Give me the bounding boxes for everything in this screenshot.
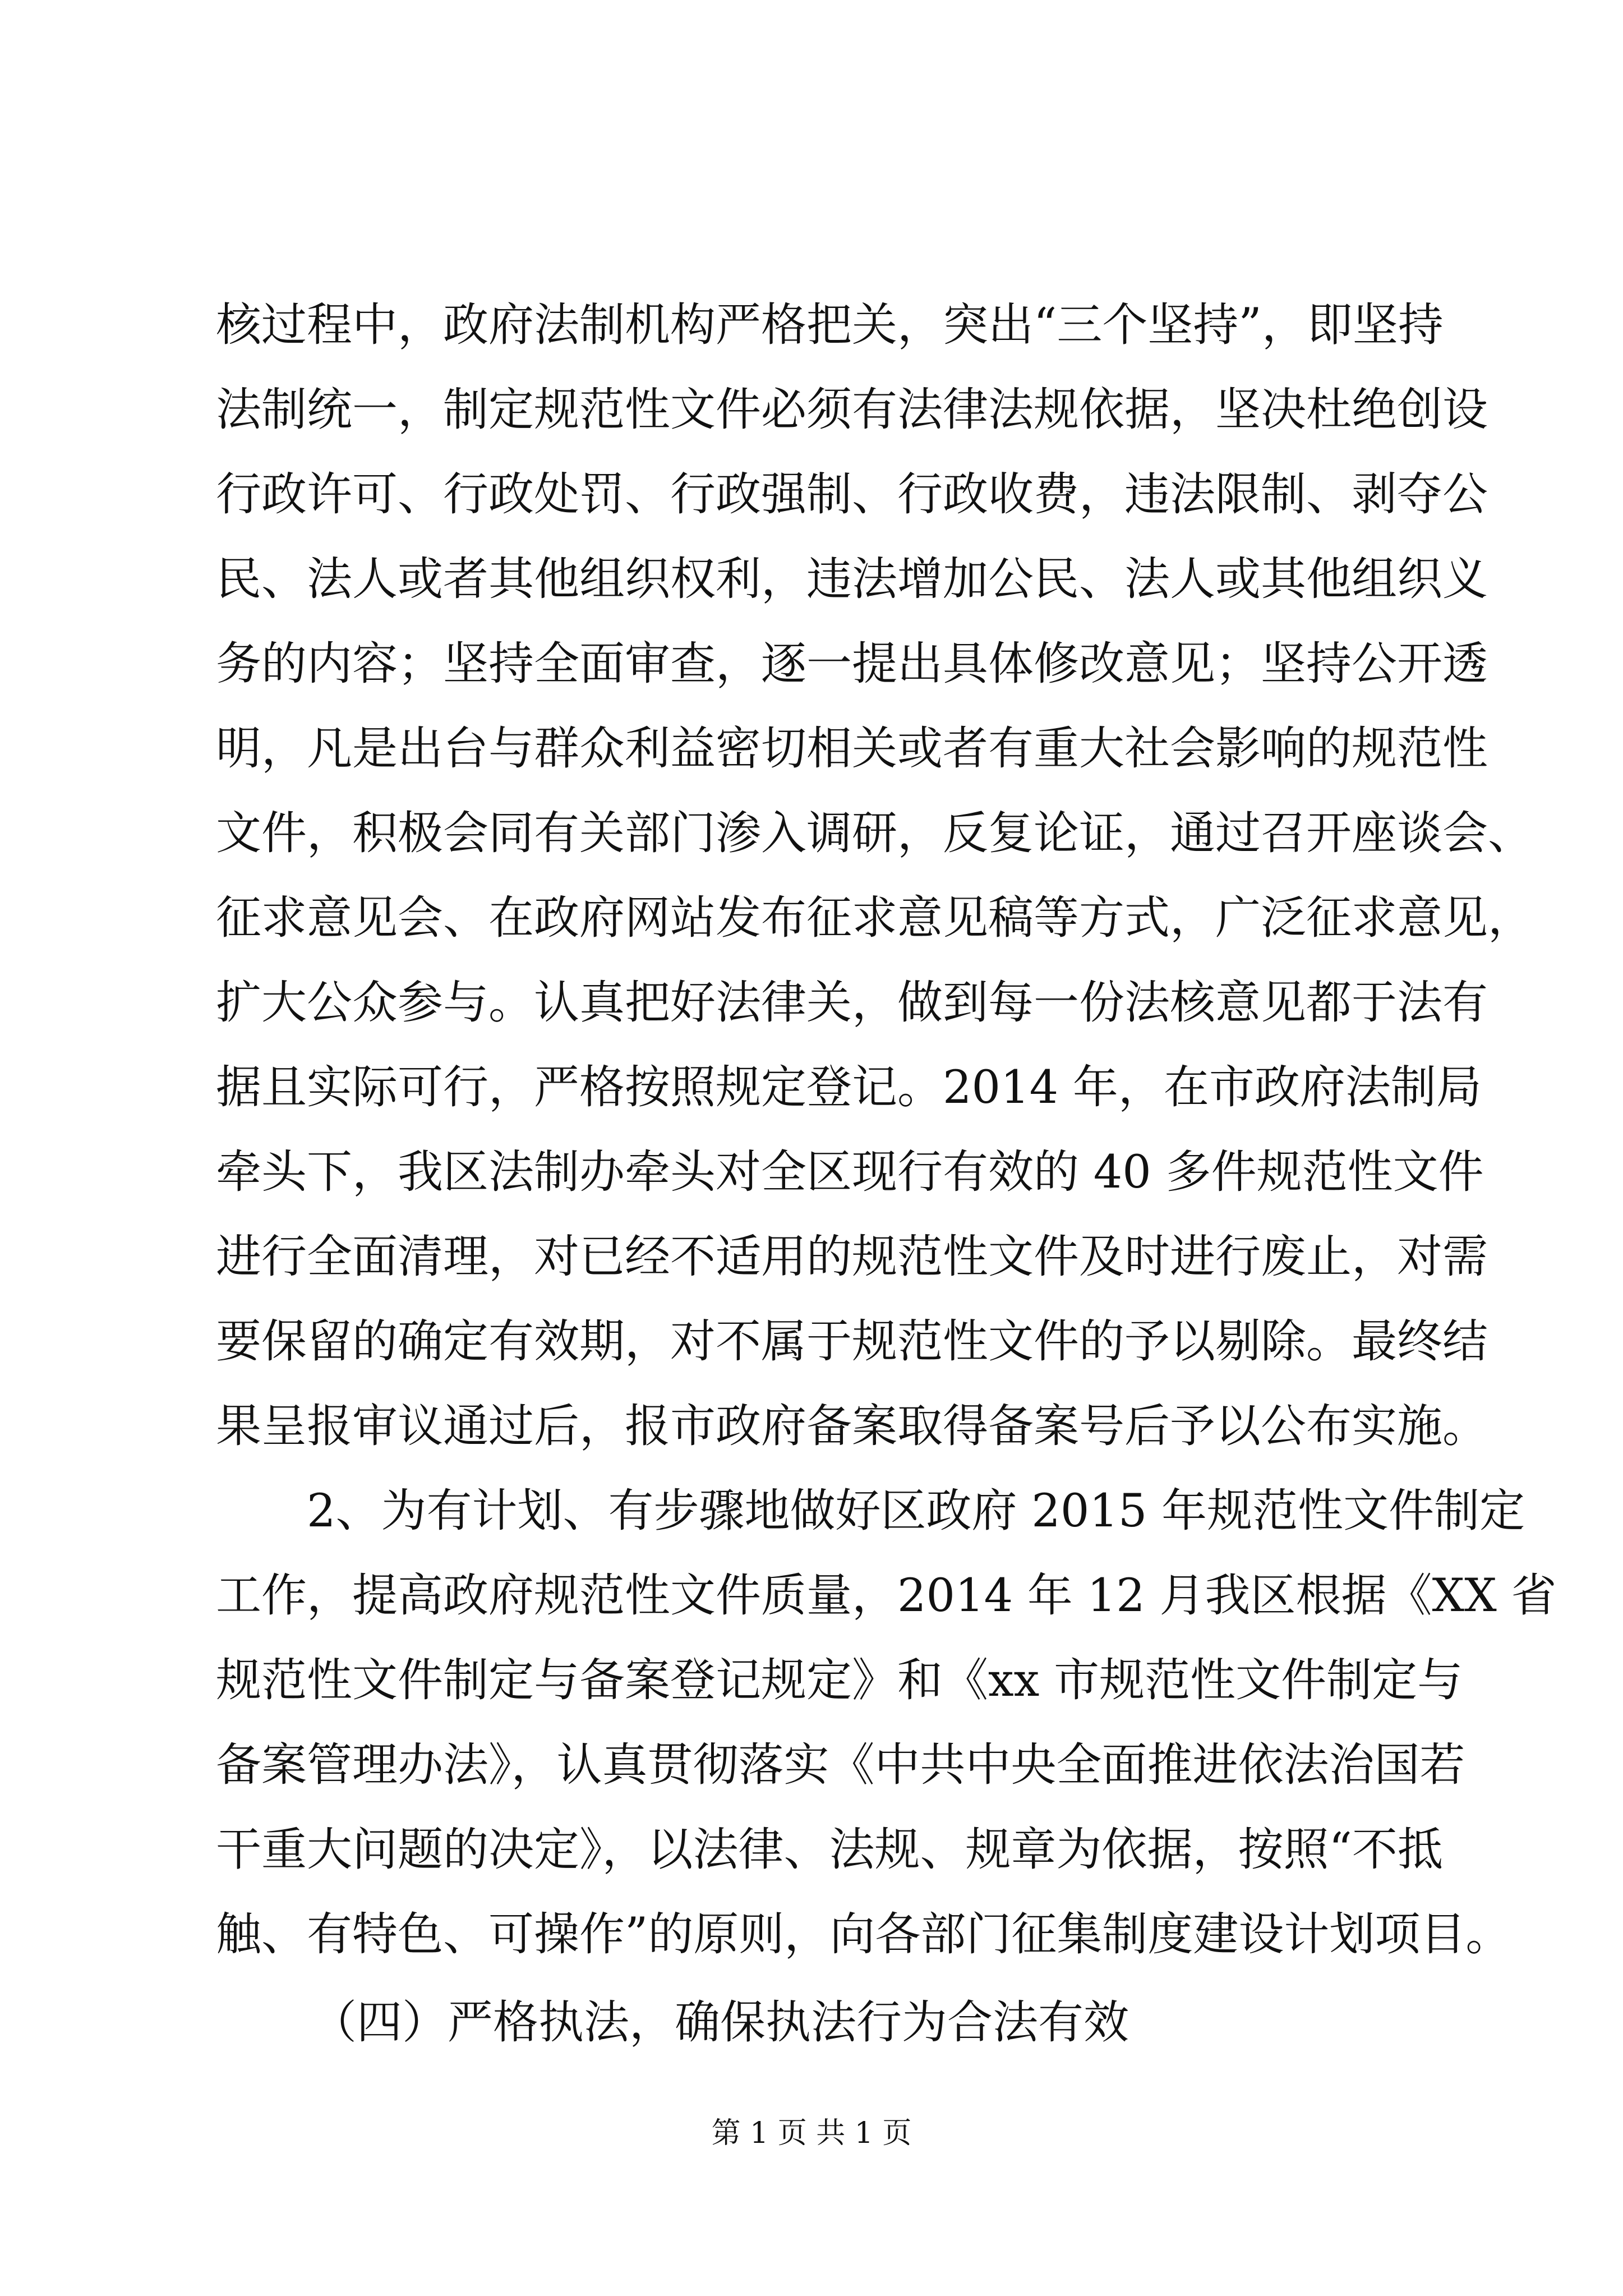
text-line: 扩大公众参与。认真把好法律关，做到每一份法核意见都于法有 <box>216 977 1488 1029</box>
text-line: 文件，积极会同有关部门渗入调研，反复论证，通过召开座谈会、 <box>216 807 1534 860</box>
text-line: 干重大问题的决定》，以法律、法规、规章为依据，按照“不抵 <box>216 1824 1443 1876</box>
page-footer <box>0 2114 1623 2153</box>
text-line: 务的内容；坚持全面审查，逐一提出具体修改意见；坚持公开透 <box>216 638 1488 691</box>
text-line: 行政许可、行政处罚、行政强制、行政收费，违法限制、剥夺公 <box>216 468 1488 521</box>
text-line: 规范性文件制定与备案登记规定》和《xx 市规范性文件制定与 <box>216 1654 1463 1707</box>
text-line: 果呈报审议通过后，报市政府备案取得备案号后予以公布实施。 <box>216 1400 1488 1453</box>
text-line: 牵头下，我区法制办牵头对全区现行有效的 40 多件规范性文件 <box>216 1146 1484 1199</box>
page-number-label: 第 1 页 共 1 页 <box>711 2116 912 2150</box>
text-line: 民、法人或者其他组织权利，违法增加公民、法人或其他组织义 <box>216 553 1488 606</box>
text-line: 触、有特色、可操作”的原则，向各部门征集制度建设计划项目。 <box>216 1908 1511 1961</box>
text-line: 进行全面清理，对已经不适用的规范性文件及时进行废止，对需 <box>216 1231 1488 1283</box>
text-line: 核过程中，政府法制机构严格把关，突出“三个坚持”，即坚持 <box>216 299 1444 352</box>
text-line: 要保留的确定有效期，对不属于规范性文件的予以剔除。最终结 <box>216 1315 1488 1368</box>
text-line: 法制统一，制定规范性文件必须有法律法规依据，坚决杜绝创设 <box>216 384 1488 436</box>
section-heading: （四）严格执法，确保执法行为合法有效 <box>311 1996 1129 2049</box>
text-line: 征求意见会、在政府网站发布征求意见稿等方式，广泛征求意见， <box>216 892 1534 945</box>
text-line: 备案管理办法》，认真贯彻落实《中共中央全面推进依法治国若 <box>216 1739 1465 1792</box>
document-body <box>216 283 1557 2065</box>
text-line: 工作，提高政府规范性文件质量，2014 年 12 月我区根据《XX 省 <box>216 1570 1557 1622</box>
text-line: 明，凡是出台与群众利益密切相关或者有重大社会影响的规范性 <box>216 723 1488 775</box>
paragraph-2-first-line: 2、为有计划、有步骤地做好区政府 2015 年规范性文件制定 <box>307 1485 1525 1538</box>
text-line: 据且实际可行，严格按照规定登记。2014 年，在市政府法制局 <box>216 1061 1482 1114</box>
